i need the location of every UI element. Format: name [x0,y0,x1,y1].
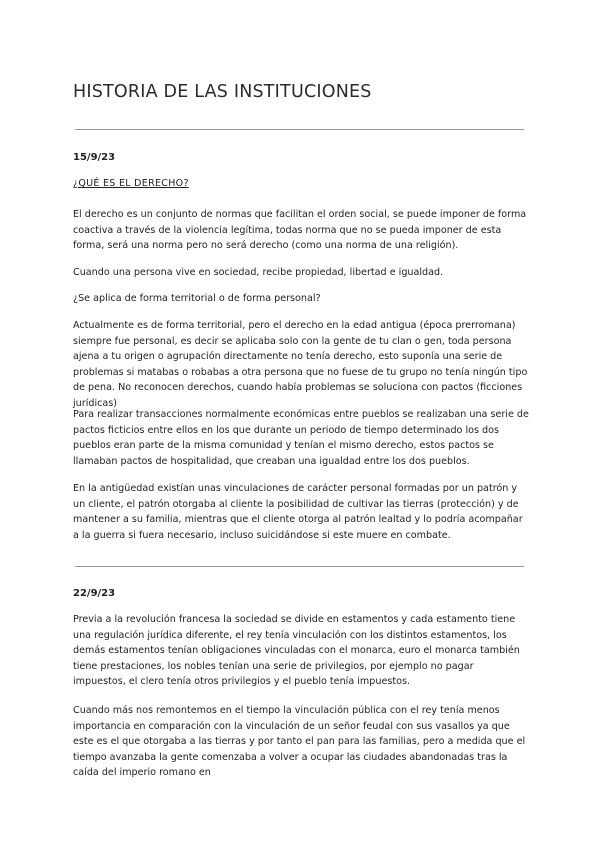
section-heading: ¿QUÉ ES EL DERECHO? [73,178,189,189]
divider-line [75,566,524,567]
section-date: 22/9/23 [73,588,116,599]
section-date: 15/9/23 [73,152,116,163]
paragraph: El derecho es un conjunto de normas que facilitan el orden social, se puede imponer de forma coactiva a través de la violencia legítima, todas norma que no se pueda imponer de esta forma, será una norma pero no será derecho (como una norma de una religión). [73,209,527,252]
paragraph: Cuando una persona vive en sociedad, recibe propiedad, libertad e igualdad. [73,267,444,278]
paragraph: Actualmente es de forma territorial, pero el derecho en la edad antigua (época prerromana) siempre fue personal, es decir se aplicaba solo con la gente de tu clan o gen, toda persona ajena a tu origen o agrupación directamente no tenía derecho, esto suponía una serie de problemas si matabas o robabas a otra persona que no fuese de tu grupo no tenía ningún tipo de pena. No reconocen derechos, cuando había problemas se soluciona con pactos (ficciones jurídicas) [73,320,528,409]
paragraph: Cuando más nos remontemos en el tiempo la vinculación pública con el rey tenía menos importancia en comparación con la vinculación de un señor feudal con sus vasallos ya que este es el que otorgaba a las tierras y por tanto el pan para las familias, pero a medida que el tiempo avanzaba la gente comenzaba a volver a ocupar las ciudades abandonadas tras la caída del imperio romano en [73,705,526,779]
paragraph: Previa a la revolución francesa la sociedad se divide en estamentos y cada estamento tiene una regulación jurídica diferente, el rey tenía vinculación con los distintos estamentos, los demás estamentos tenían obligaciones vinculadas con el monarca, euro el monarca también tiene prestaciones, los nobles tenían una serie de privilegios, por ejemplo no pagar impuestos, el clero tenía otros privilegios y el pueblo tenía impuestos. [73,614,520,688]
paragraph: ¿Se aplica de forma territorial o de forma personal? [73,293,321,304]
paragraph: Para realizar transacciones normalmente económicas entre pueblos se realizaban una serie de pactos ficticios entre ellos en los que durante un periodo de tiempo determinado los dos pueblos eran parte de la misma comunidad y tenían el mismo derecho, estos pactos se llamaban pactos de hospitalidad, que creaban una igualdad entre los dos pueblos. [73,409,529,467]
paragraph: En la antigüedad existían unas vinculaciones de carácter personal formadas por un patrón y un cliente, el patrón otorgaba al cliente la posibilidad de cultivar las tierras (protección) y de mantener a su familia, mientras que el cliente otorga al patrón lealtad y lo podría acompañar a la guerra si fuera necesario, incluso suicidándose si este muere en combate. [73,483,523,541]
document-title: HISTORIA DE LAS INSTITUCIONES [73,82,372,102]
divider-line [75,129,524,130]
